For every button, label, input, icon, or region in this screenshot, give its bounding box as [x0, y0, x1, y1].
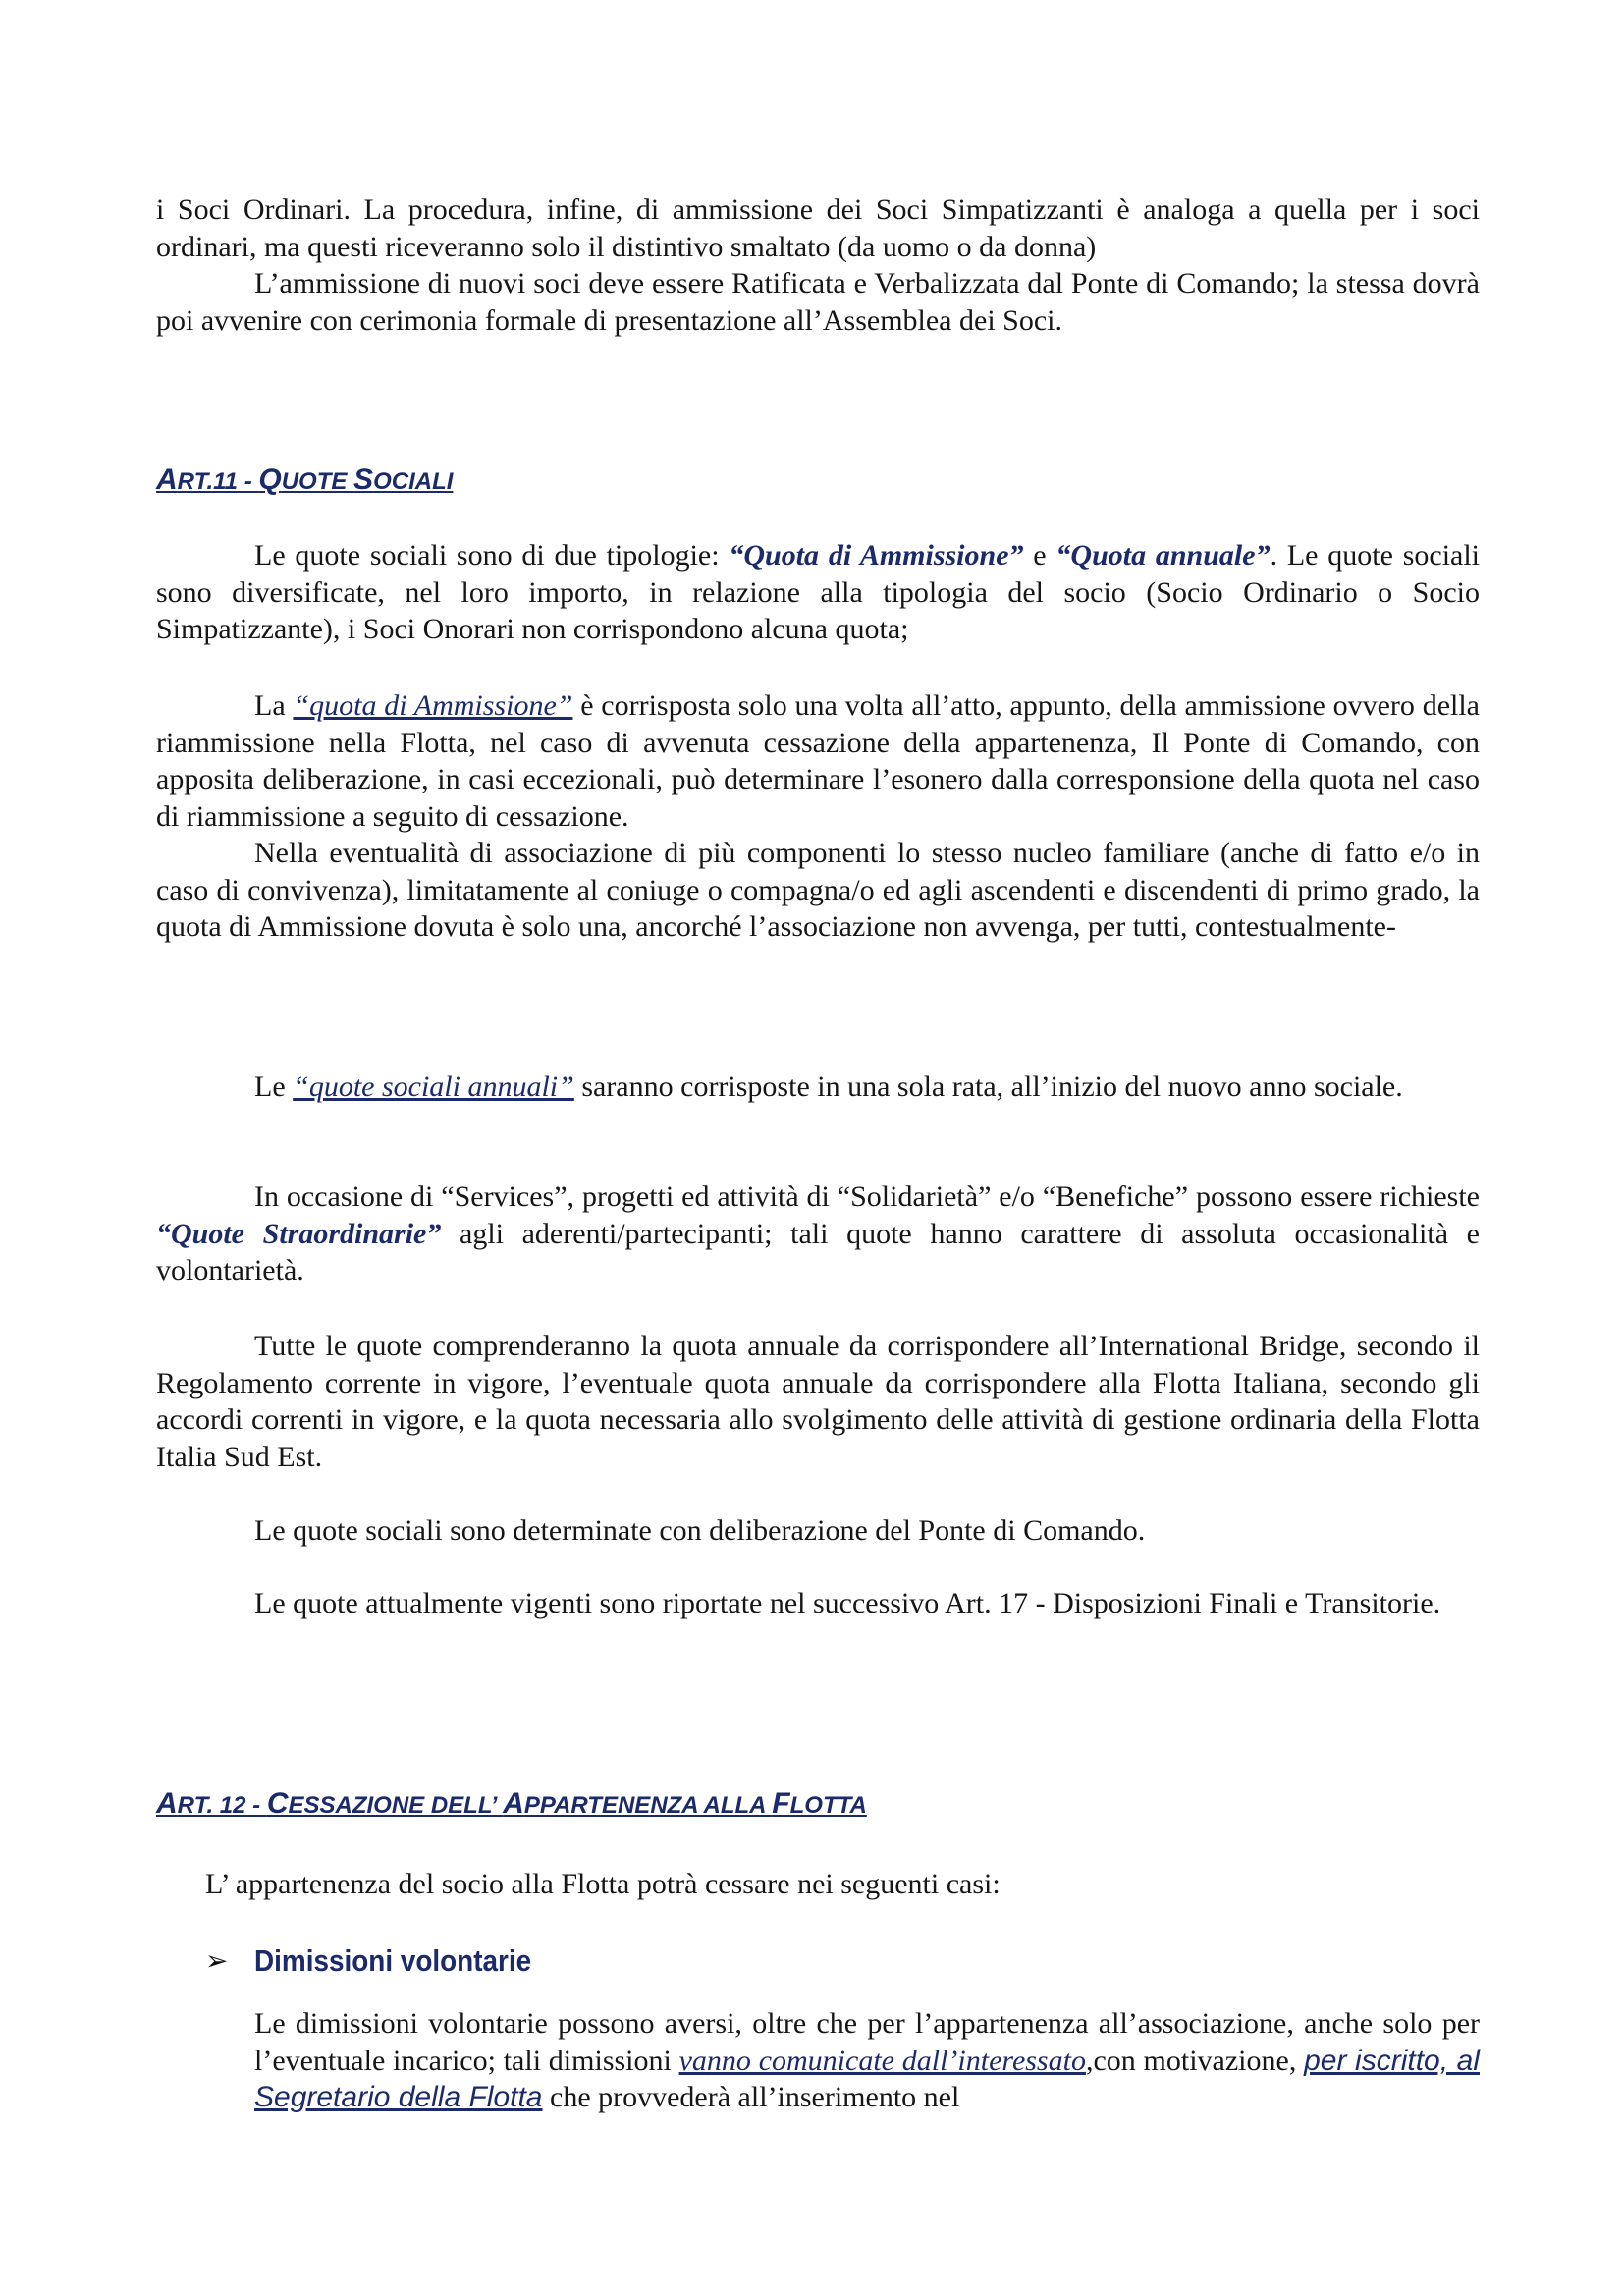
art11-paragraph-5: In occasione di “Services”, progetti ed attività di “Solidarietà” e/o “Benefiche” possono essere richieste “Quote Straordinarie” agli aderenti/partecipanti; tali quote hanno carattere di assoluta occasionalità e volontarietà. — [156, 1180, 1480, 1286]
art11-block-ammissione — [156, 687, 1480, 946]
art11-paragraph-4: Le “quote sociali annuali” saranno corrisposte in una sola rata, all’inizio del nuovo anno sociale. — [254, 1070, 1403, 1103]
right-arrowhead-icon: ➢ — [205, 1944, 229, 1977]
segretario-flotta-link: per iscritto, al Segretario della Flotta — [254, 2044, 1481, 2113]
intro-section — [156, 191, 1480, 339]
art12-paragraph-1: L’ appartenenza del socio alla Flotta potrà cessare nei seguenti casi: — [205, 1868, 1001, 1900]
bullet-title: Dimissioni volontarie — [254, 1943, 532, 1978]
intro-paragraph-1: i Soci Ordinari. La procedura, infine, di ammissione dei Soci Simpatizzanti è analoga a quella per i soci ordinari, ma questi riceveranno solo il distintivo smaltato (da uomo o da donna) — [156, 193, 1480, 263]
art11-paragraph-8: Le quote attualmente vigenti sono riportate nel successivo Art. 17 - Disposizioni Finali e Transitorie. — [254, 1587, 1441, 1619]
art11-heading: ART.11 - QUOTE SOCIALI — [156, 464, 454, 496]
bullet-dimissioni — [156, 1942, 1480, 1980]
art12-paragraph-2: Le dimissioni volontarie possono aversi, oltre che per l’appartenenza all’associazione, anche solo per l’eventuale incarico; tali dimissioni vanno comunicate dall’interessato,con motivazione, per iscritto, al Segretario della Flotta che provvederà all’inserimento nel — [254, 2007, 1481, 2113]
art11-paragraph-1: Le quote sociali sono di due tipologie: “Quota di Ammissione” e “Quota annuale”. Le quote sociali sono diversificate, nel loro importo, in relazione alla tipologia del socio (Socio Ordinario o Socio Simpatizzante), i Soci Onorari non corrispondono alcuna quota; — [156, 539, 1481, 645]
intro-paragraph-2: L’ammissione di nuovi soci deve essere Ratificata e Verbalizzata dal Ponte di Comando; la stessa dovrà poi avvenire con cerimonia formale di presentazione all’Assemblea dei Soci. — [156, 267, 1480, 337]
art11-paragraph-3: Nella eventualità di associazione di più componenti lo stesso nucleo familiare (anche di fatto e/o in caso di convivenza), limitatamente al coniuge o compagna/o ed agli ascendenti e discendenti di primo grado, la quota di Ammissione dovuta è solo una, ancorché l’associazione non avvenga, per tutti, contestualmente- — [156, 837, 1480, 943]
art11-block-annuali — [156, 1068, 1480, 1106]
quote-straordinarie-term: “Quote Straordinarie” — [156, 1217, 442, 1250]
art11-paragraph-7: Le quote sociali sono determinate con deliberazione del Ponte di Comando. — [254, 1514, 1146, 1547]
quota-ammissione-term: “Quota di Ammissione” — [729, 539, 1024, 572]
comunicate-interessato-link: vanno comunicate dall’interessato — [678, 2044, 1086, 2077]
art11-paragraph-2: La “quota di Ammissione” è corrisposta solo una volta all’atto, appunto, della ammissione ovvero della riammissione nella Flotta, nel caso di avvenuta cessazione della appartenenza, Il Ponte di Comando, con apposita deliberazione, in casi eccezionali, può determinare l’esonero dalla corresponsione della quota nel caso di riammissione a seguito di cessazione. — [156, 689, 1480, 833]
quota-annuale-term: “Quota annuale” — [1055, 539, 1271, 572]
quota-ammissione-link: “quota di Ammissione” — [293, 689, 573, 722]
art11-paragraph-6: Tutte le quote comprenderanno la quota annuale da corrispondere all’International Bridge, secondo il Regolamento corrente in vigore, l’eventuale quota annuale da corrispondere alla Flotta Italiana, secondo gli accordi correnti in vigore, e la quota necessaria allo svolgimento delle attività di gestione ordinaria della Flotta Italia Sud Est. — [156, 1330, 1480, 1473]
art12-heading: ART. 12 - CESSAZIONE DELL’ APPARTENENZA ALLA FLOTTA — [156, 1787, 867, 1820]
quote-annuali-link: “quote sociali annuali” — [293, 1070, 574, 1103]
